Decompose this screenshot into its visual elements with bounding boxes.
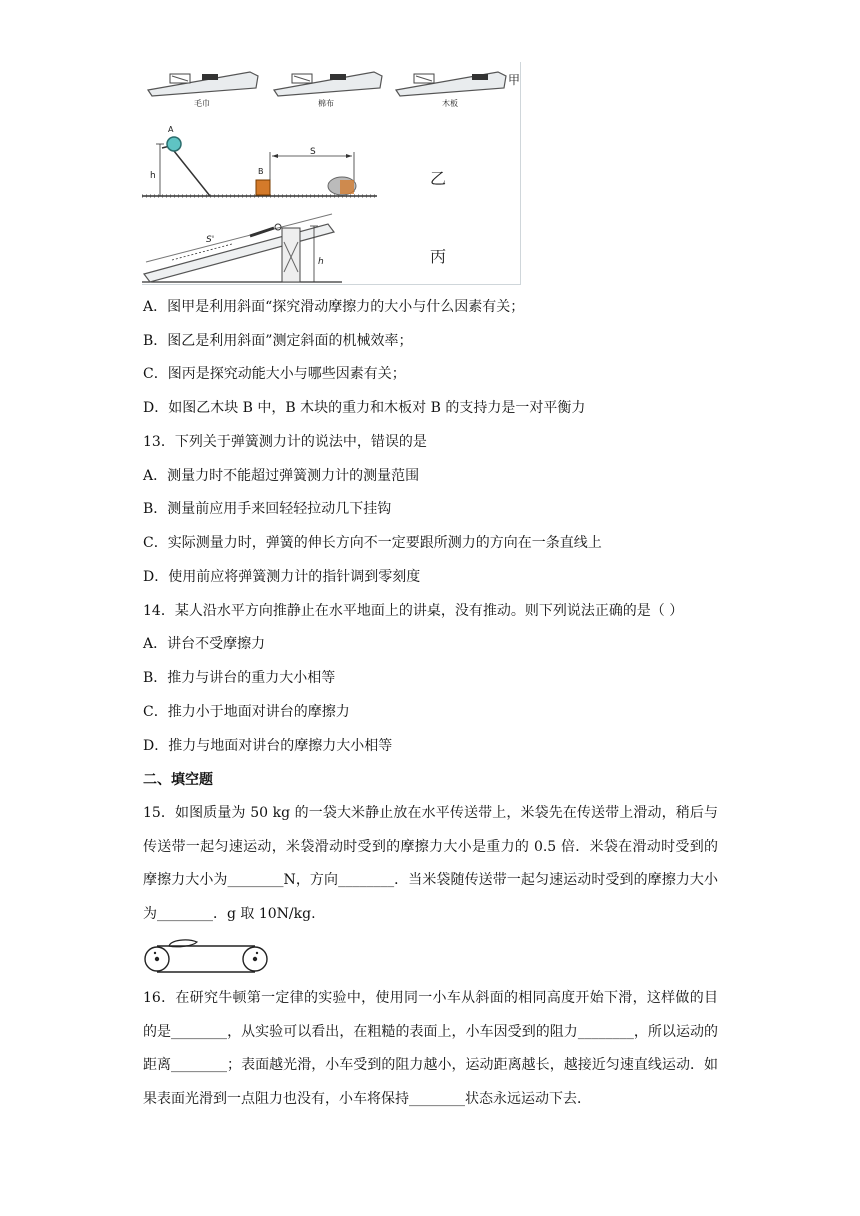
label-b: B	[258, 167, 264, 176]
q14-option-b: B．推力与讲台的重力大小相等	[143, 670, 336, 686]
label-cotton: 棉布	[318, 99, 334, 108]
label-wood: 木板	[442, 99, 458, 108]
q12-option-c: C．图丙是探究动能大小与哪些因素有关；	[143, 366, 406, 382]
experiment-figure	[142, 62, 521, 285]
label-h2: h	[318, 257, 324, 267]
conveyor-belt-svg	[143, 936, 271, 976]
q13-option-c: C．实际测量力时，弹簧的伸长方向不一定要跟所测力的方向在一条直线上	[143, 535, 602, 551]
q13-option-d: D．使用前应将弹簧测力计的指针调到零刻度	[143, 569, 421, 585]
q12-option-b: B．图乙是利用斜面”测定斜面的机械效率；	[143, 333, 413, 349]
q14-option-a: A．讲台不受摩擦力	[143, 636, 266, 652]
label-s: S	[310, 147, 316, 157]
ramp-cotton	[274, 72, 382, 96]
q13-stem: 13．下列关于弹簧测力计的说法中，错误的是	[143, 434, 427, 450]
q16-text: 16．在研究牛顿第一定律的实验中，使用同一小车从斜面的相同高度开始下滑，这样做的目的是________，从实验可以看出，在粗糙的表面上，小车因受到的阻力________，所以运动的距离________；表面越光滑，小车受到的阻力越小，运动距离越长，越接近匀速直线运动．如果表面光滑到一点阻力也没有，小车将保持________状态永远运动下去．	[143, 990, 718, 1107]
section-title: 二、填空题	[143, 772, 213, 788]
mark-jia: 甲	[508, 73, 520, 87]
conveyor-belt-figure	[143, 936, 271, 976]
label-a: A	[168, 125, 174, 134]
q15-text: 15．如图质量为 50 kg 的一袋大米静止放在水平传送带上，米袋先在传送带上滑动，稍后与传送带一起匀速运动，米袋滑动时受到的摩擦力大小是重力的 0.5 倍．米袋在滑动时受到的摩擦力大小为________N，方向________．当米袋随传送带一起匀速运动时受到的摩擦力大小为________．g 取 10N/kg.	[143, 805, 718, 922]
experiment-figure-svg	[142, 62, 520, 284]
mark-yi: 乙	[430, 169, 447, 188]
ramp-towel	[148, 72, 258, 96]
label-s2: S'	[206, 235, 215, 245]
q14-option-c: C．推力小于地面对讲台的摩擦力	[143, 704, 350, 720]
mark-bing: 丙	[430, 247, 447, 266]
figure-bing	[142, 214, 342, 282]
q12-option-a: A．图甲是利用斜面“探究滑动摩擦力的大小与什么因素有关；	[143, 299, 525, 315]
ramp-wood	[396, 72, 506, 96]
block-b	[256, 180, 270, 195]
ball-a	[167, 137, 181, 151]
q13-option-a: A．测量力时不能超过弹簧测力计的测量范围	[143, 468, 420, 484]
q14-option-d: D．推力与地面对讲台的摩擦力大小相等	[143, 738, 393, 754]
label-h1: h	[150, 171, 156, 181]
q13-option-b: B．测量前应用手来回轻轻拉动几下挂钩	[143, 501, 392, 517]
q14-stem: 14．某人沿水平方向推静止在水平地面上的讲桌，没有推动。则下列说法正确的是（ ）	[143, 603, 684, 619]
q12-option-d: D．如图乙木块 B 中，B 木块的重力和木板对 B 的支持力是一对平衡力	[143, 400, 586, 416]
label-towel: 毛巾	[194, 99, 210, 108]
